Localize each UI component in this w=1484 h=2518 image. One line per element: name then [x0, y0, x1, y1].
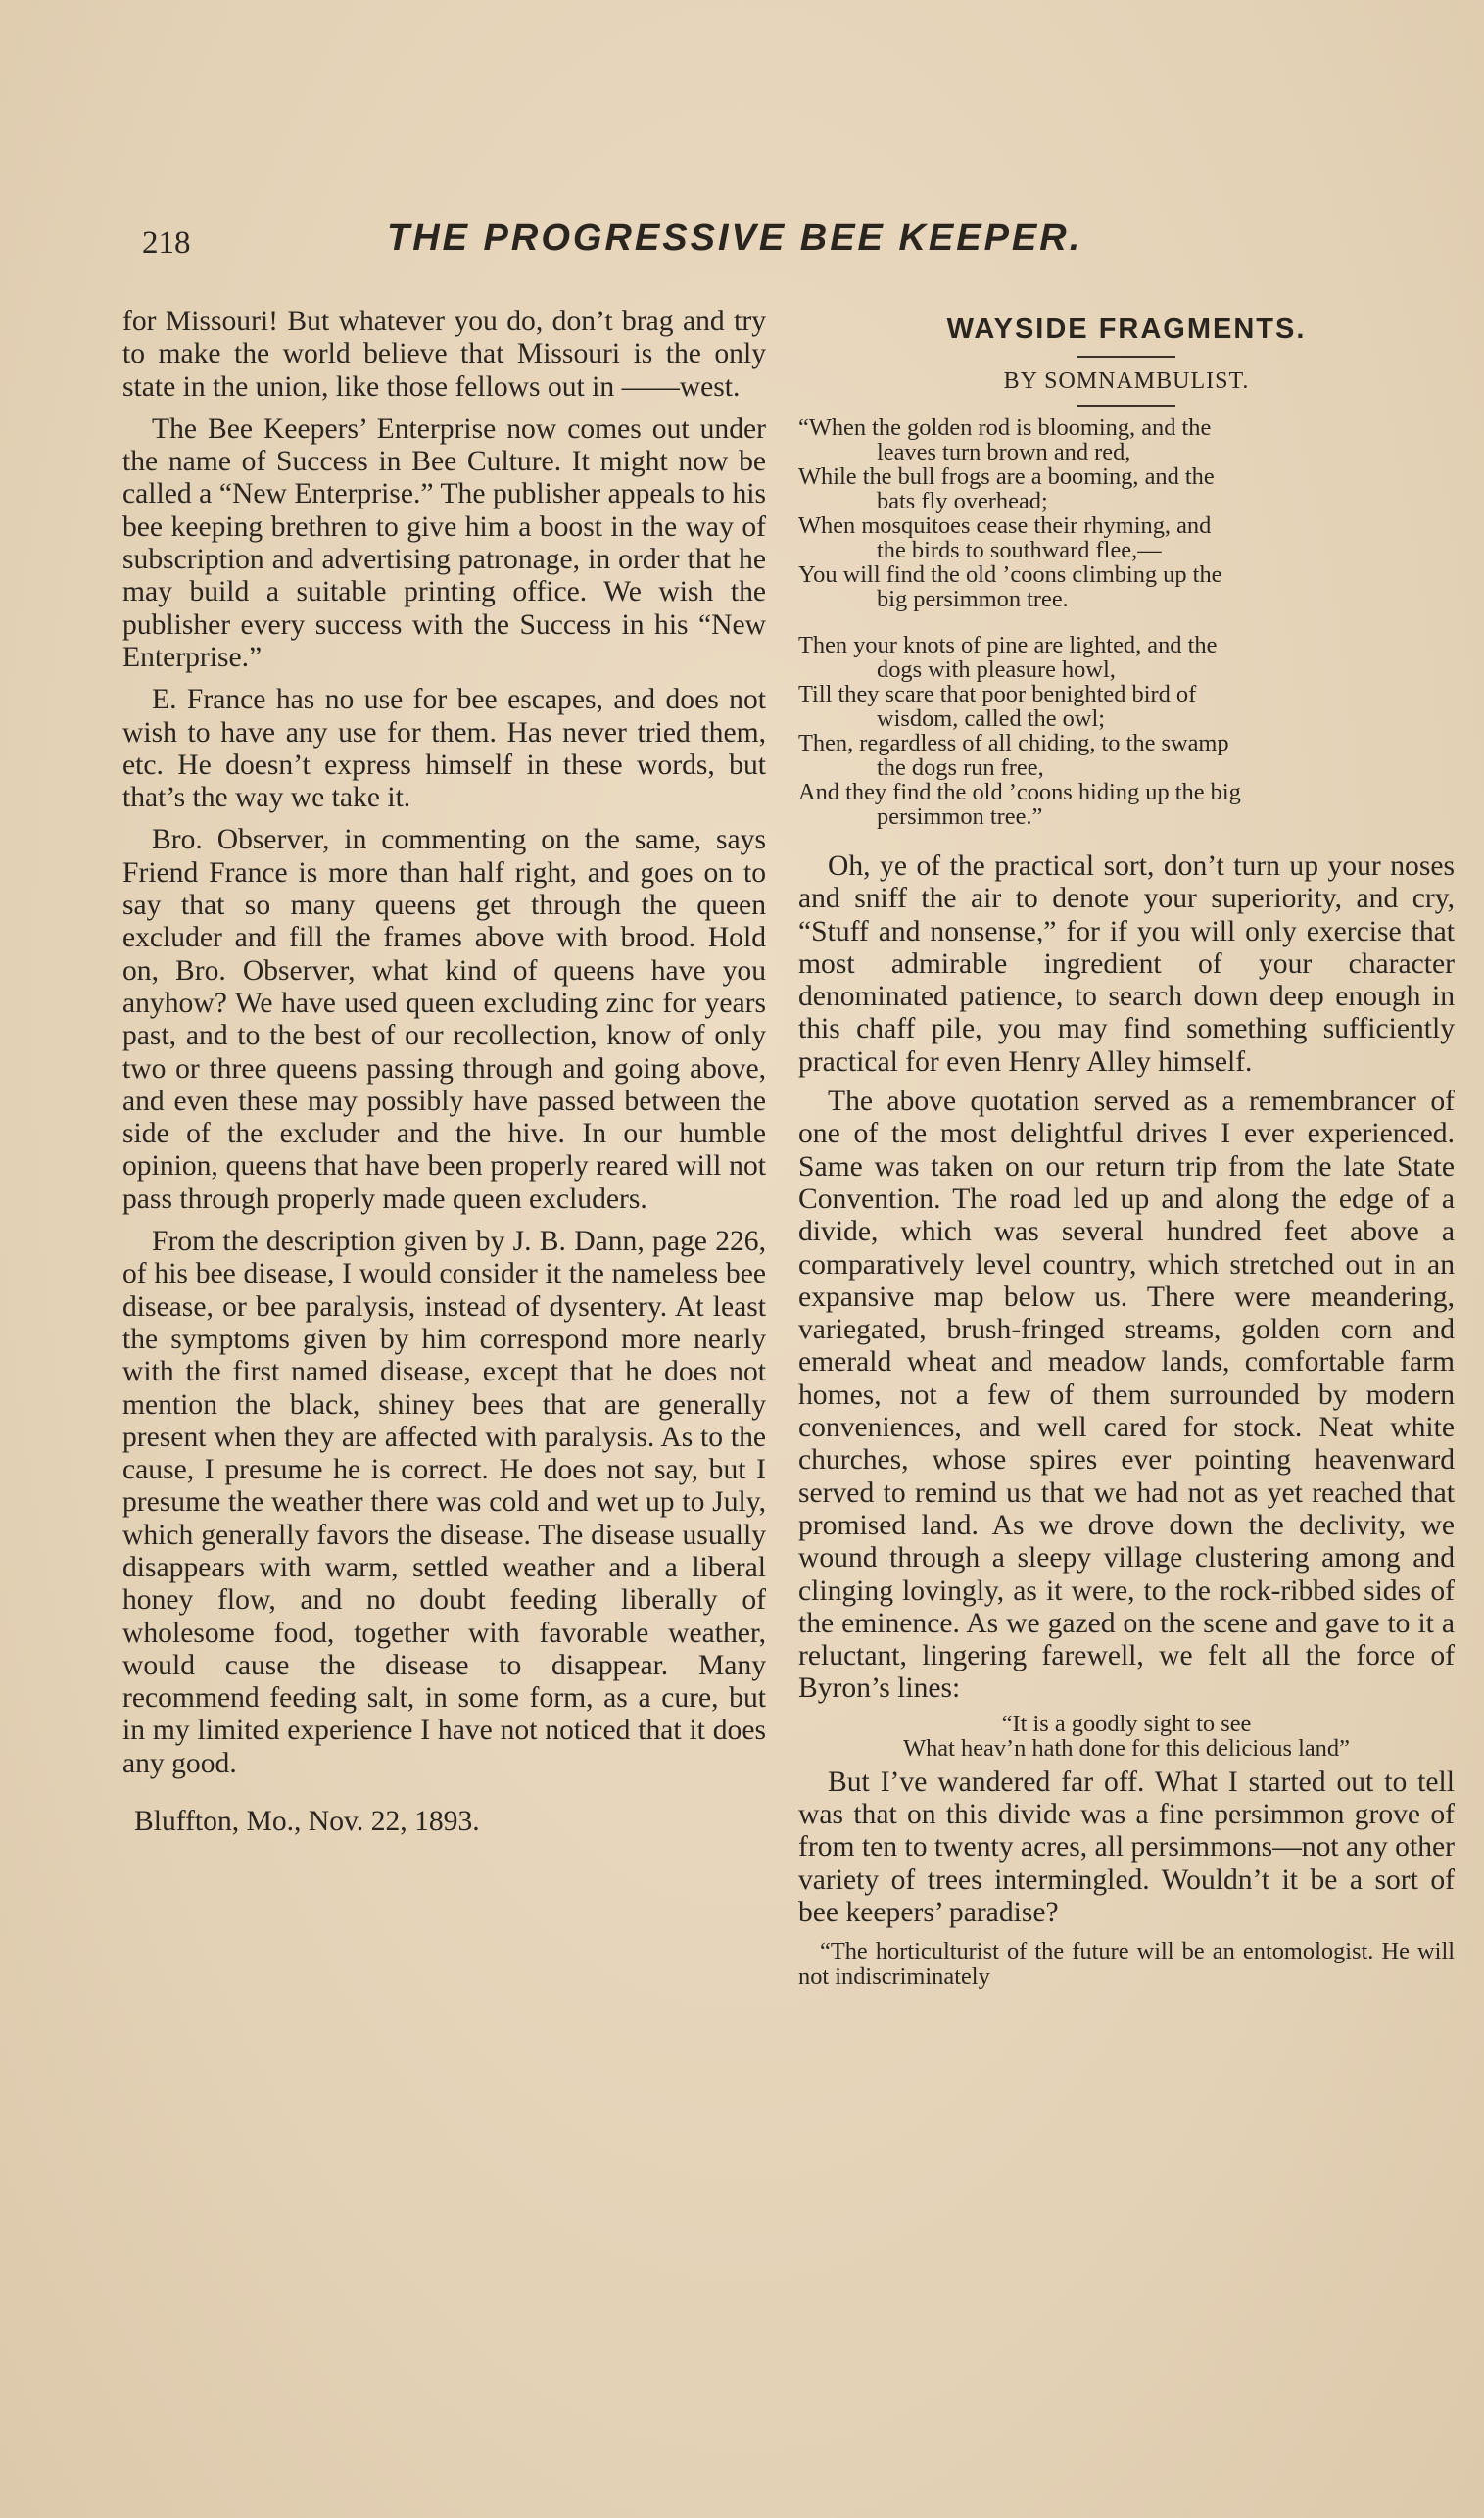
poem-line	[798, 513, 1455, 562]
quote-line: What heav’n hath done for this delicious land”	[903, 1734, 1350, 1762]
poem-line	[798, 562, 1455, 611]
poem-line-continuation: big persimmon tree.	[877, 586, 1069, 612]
poem-line-continuation: dogs with pleasure howl,	[877, 656, 1116, 683]
paragraph: Oh, ye of the practical sort, don’t turn up your noses and sniff the air to denote your superiority, and cry, “Stuff and nonsense,” for if you will only exercise that most admirable ingredient of your character denominated patience, to search down deep enough in this chaff pile, you may find something sufficiently practical for even Henry Alley himself.	[798, 850, 1455, 1078]
poem-line-text: And they find the old ’coons hiding up the big	[798, 779, 1241, 805]
page-number: 218	[142, 225, 191, 261]
poem-line-text: “When the golden rod is blooming, and the	[798, 414, 1212, 441]
paragraph: E. France has no use for bee escapes, and does not wish to have any use for them. Has never tried them, etc. He doesn’t express himself in these words, but that’s the way we take it.	[122, 684, 766, 814]
poem-line	[798, 682, 1455, 731]
paragraph: for Missouri! But whatever you do, don’t brag and try to make the world believe that Missouri is the only state in the union, like those fellows out in ——west.	[122, 306, 766, 403]
poem-line-text: You will find the old ’coons climbing up the	[798, 561, 1222, 588]
poem-line-text: Then, regardless of all chiding, to the swamp	[798, 730, 1229, 756]
poem-stanza	[798, 633, 1455, 829]
paragraph: But I’ve wandered far off. What I started out to tell was that on this divide was a fine persimmon grove of from ten to twenty acres, all persimmons—not any other variety of trees intermingled. Wouldn’t it be a sort of bee keepers’ paradise?	[798, 1766, 1455, 1928]
poem-line	[798, 731, 1455, 780]
byline: BY SOMNAMBULIST.	[1003, 368, 1250, 394]
section-title: WAYSIDE FRAGMENTS.	[946, 314, 1307, 345]
dateline: Bluffton, Mo., Nov. 22, 1893.	[134, 1806, 480, 1838]
poem-line-continuation: the dogs run free,	[877, 754, 1044, 781]
page-header	[142, 218, 1406, 276]
byline-rule	[1077, 405, 1175, 407]
poem-line	[798, 415, 1455, 464]
poem-line-text: When mosquitoes cease their rhyming, and	[798, 512, 1212, 539]
poem-line-text: While the bull frogs are a booming, and the	[798, 463, 1215, 490]
quote-line: “It is a goodly sight to see	[1001, 1710, 1252, 1737]
poem-line-text: Till they scare that poor benighted bird of	[798, 681, 1197, 707]
paragraph: Bro. Observer, in commenting on the same, says Friend France is more than half right, and goes on to say that so many queens get through the queen excluder and fill the frames above with brood. Hold on, Bro. Observer, what kind of queens have you anyhow? We have used queen excluding zinc for years past, and to the best of our recollection, know of only two or three queens passing through and going above, and even these may possibly have passed between the side of the excluder and the hive. In our humble opinion, queens that have been properly reared will not pass through properly made queen excluders.	[122, 824, 766, 1215]
poem-line-text: Then your knots of pine are lighted, and the	[798, 632, 1218, 658]
poem-line	[798, 633, 1455, 682]
running-title: THE PROGRESSIVE BEE KEEPER.	[387, 218, 1083, 259]
paragraph: The Bee Keepers’ Enterprise now comes out under the name of Success in Bee Culture. It might now be called a “New Enterprise.” The publisher appeals to his bee keeping brethren to give him a boost in the way of subscription and advertising patronage, in order that he may build a suitable printing office. We wish the publisher every success with the Success in his “New Enterprise.”	[122, 412, 766, 673]
left-column	[122, 306, 766, 1838]
poem-line-continuation: leaves turn brown and red,	[877, 439, 1131, 465]
paragraph: The above quotation served as a remembrancer of one of the most delightful drives I ever experienced. Same was taken on our return trip from the late State Convention. The road led up and along the edge of a divide, which was several hundred feet above a comparatively level country, which stretched out in an expansive map below us. There were meandering, variegated, brush-fringed streams, golden corn and emerald wheat and meadow lands, comfortable farm homes, not a few of them surrounded by modern conveniences, and well cared for stock. Neat white churches, whose spires ever pointing heavenward served to remind us that we had not as yet reached that promised land. As we drove down the declivity, we wound through a sleepy village clustering among and clinging lovingly, as it were, to the rock-ribbed sides of the eminence. As we gazed on the scene and gave to it a reluctant, lingering farewell, we felt all the force of Byron’s lines:	[798, 1086, 1455, 1705]
poem-line-continuation: wisdom, called the owl;	[877, 705, 1106, 732]
poem-line-continuation: persimmon tree.”	[877, 803, 1043, 830]
paragraph: “The horticulturist of the future will be an entomologist. He will not indiscriminately	[798, 1938, 1455, 1991]
poem-line-continuation: bats fly overhead;	[877, 488, 1048, 514]
paragraph: From the description given by J. B. Dann, page 226, of his bee disease, I would consider it the nameless bee disease, or bee paralysis, instead of dysentery. At least the symptoms given by him correspond more nearly with the first named disease, except that he does not mention the black, shiney bees that are generally present when they are affected with paralysis. As to the cause, I presume he is correct. He does not say, but I presume the weather there was cold and wet up to July, which generally favors the disease. The disease usually disappears with warm, settled weather and a liberal honey flow, and no doubt feeding liberally of wholesome food, together with favorable weather, would cause the disease to disappear. Many recommend feeding salt, in some form, as a cure, but in my limited experience I have not noticed that it does any good.	[122, 1226, 766, 1779]
right-column	[798, 306, 1455, 1990]
poem-line	[798, 464, 1455, 513]
title-rule	[1077, 356, 1175, 358]
poem-stanza	[798, 415, 1455, 611]
byron-quote	[798, 1712, 1455, 1761]
poem	[798, 415, 1455, 829]
poem-line	[798, 780, 1455, 829]
poem-line-continuation: the birds to southward flee,—	[877, 537, 1162, 563]
